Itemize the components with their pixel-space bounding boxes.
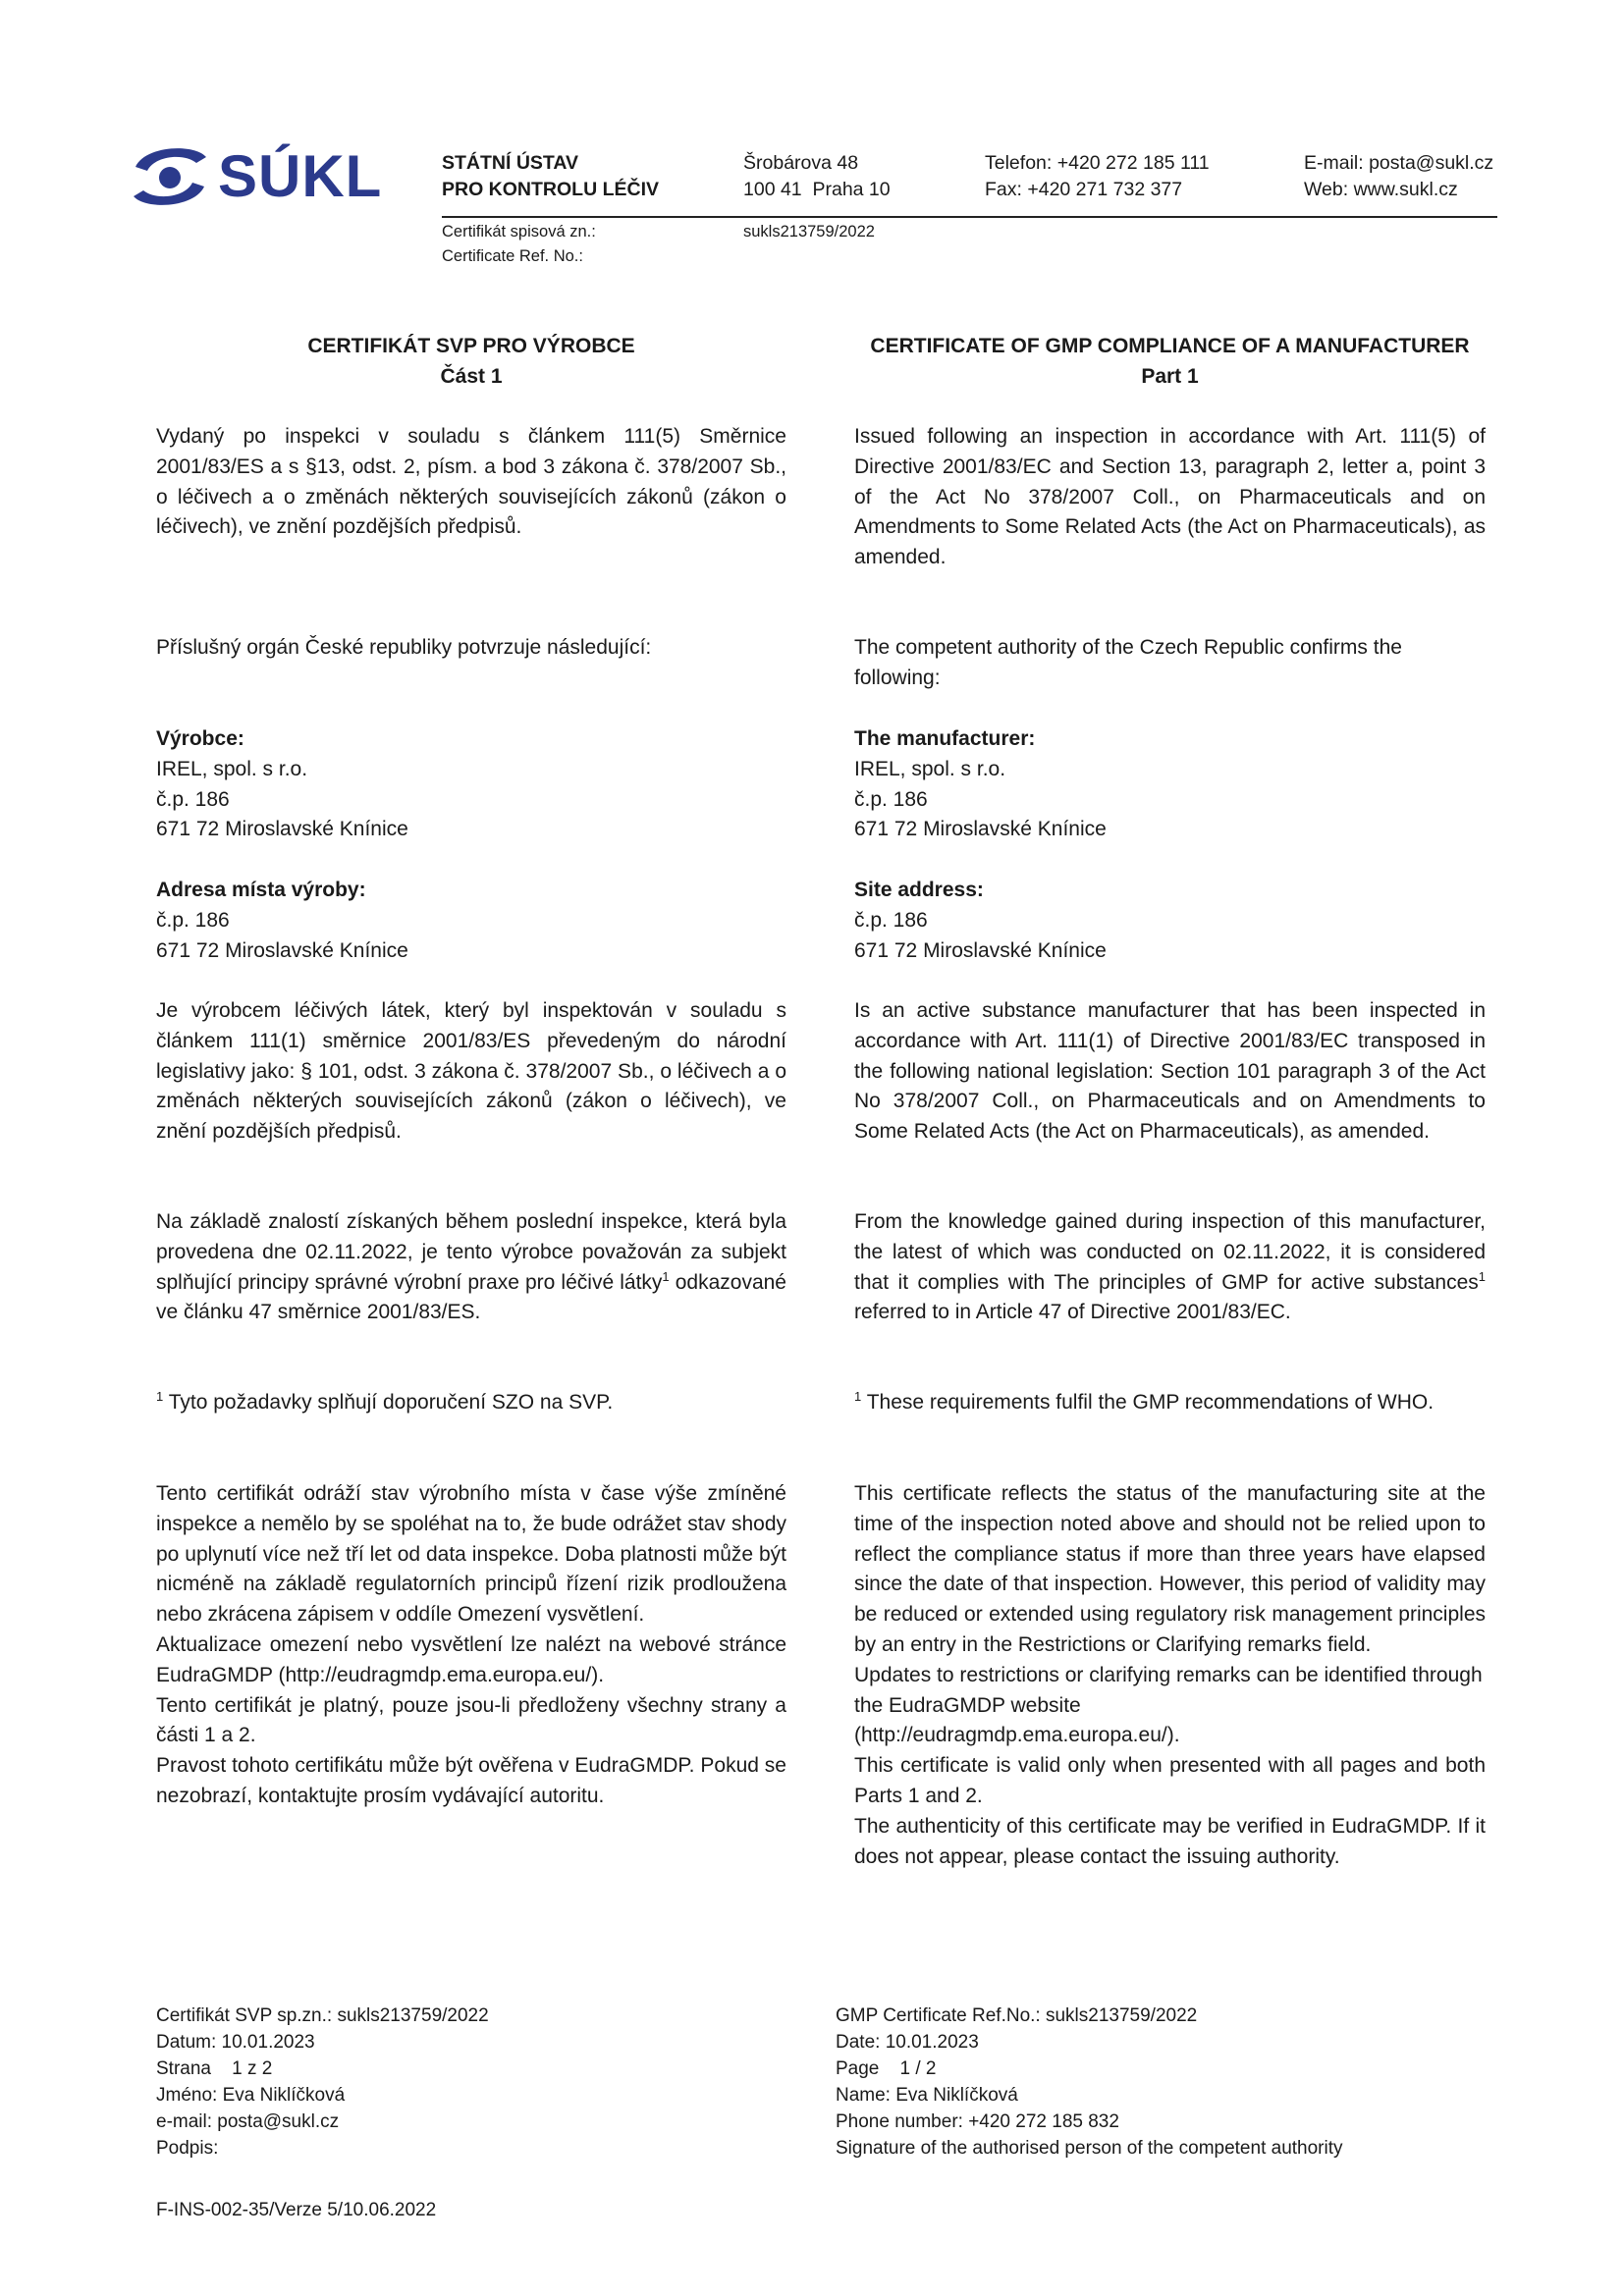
cz-manufacturer-label: Výrobce:	[156, 727, 244, 750]
en-status-p2a: Updates to restrictions or clarifying remarks can be identified through the EudraGMDP website	[854, 1663, 1483, 1717]
en-knowledge-text-a: From the knowledge gained during inspection of this manufacturer, the latest of which was conducted on 02.11.2022, it is considered that it complies with The principles of GMP for active substances	[854, 1210, 1486, 1294]
cz-manufacturer-paragraph: Je výrobcem léčivých látek, který byl inspektován v souladu s článkem 111(1) směrnice 2001/83/ES převedeným do národní legislativy jako: § 101, odst. 3 zákona č. 378/2007 Sb., o léčivech a o změnách některých souvisejících zákonů (zákon o léčivech), ve znění pozdějších předpisů.	[156, 999, 786, 1144]
en-issued-paragraph: Issued following an inspection in accordance with Art. 111(5) of Directive 2001/83/EC and Section 13, paragraph 2, letter a, point 3 of the Act No 378/2007 Coll., on Pharmaceuticals and on Amendments to Some Related Acts (the Act on Pharmaceuticals), as amended.	[854, 425, 1486, 569]
sukl-logo-icon	[126, 141, 214, 212]
cz-status-p4: Pravost tohoto certifikátu může být ověřena v EudraGMDP. Pokud se nezobrazí, kontaktujte prosím vydávající autoritu.	[156, 1754, 786, 1807]
cz-issued-paragraph: Vydaný po inspekci v souladu s článkem 111(5) Směrnice 2001/83/ES a s §13, odst. 2, písm. a bod 3 zákona č. 378/2007 Sb., o léčivech a o změnách některých souvisejících zákonů (zákon o léčivech), ve znění pozdějších předpisů.	[156, 425, 786, 539]
footer-en-name: Name: Eva Niklíčková	[836, 2085, 1018, 2106]
fax-number: Fax: +420 271 732 377	[985, 179, 1183, 200]
email-address: E-mail: posta@sukl.cz	[1304, 152, 1494, 174]
en-knowledge-sup: 1	[1478, 1268, 1486, 1284]
cz-knowledge-text-b: odkazované ve článku 47 směrnice 2001/83/ES.	[156, 1270, 786, 1324]
web-address: Web: www.sukl.cz	[1304, 179, 1458, 200]
ref-value: sukls213759/2022	[743, 223, 875, 240]
cz-status-p3: Tento certifikát je platný, pouze jsou-li předloženy všechny strany a části 1 a 2.	[156, 1693, 786, 1747]
cz-footnote-text: Tyto požadavky splňují doporučení SZO na SVP.	[163, 1391, 614, 1414]
footer-en-sign: Signature of the authorised person of the competent authority	[836, 2138, 1343, 2159]
cz-knowledge-paragraph	[156, 1207, 786, 1328]
cz-manufacturer-name: IREL, spol. s r.o.	[156, 757, 308, 780]
en-knowledge-paragraph	[854, 1207, 1486, 1328]
en-knowledge-text-b: referred to in Article 47 of Directive 2001/83/EC.	[854, 1301, 1291, 1324]
en-status-p1: This certificate reflects the status of the manufacturing site at the time of the inspection noted above and should not be relied upon to reflect the compliance status if more than three years have elapsed since the date of that inspection. However, this period of validity may be reduced or extended using regulatory risk management principles by an entry in the Restrictions or Clarifying remarks field.	[854, 1482, 1486, 1656]
footer-en	[836, 2002, 1343, 2162]
cz-knowledge-sup: 1	[662, 1268, 670, 1284]
footer-cz-ref: Certifikát SVP sp.zn.: sukls213759/2022	[156, 2005, 489, 2026]
cz-status-p1: Tento certifikát odráží stav výrobního místa v čase výše zmíněné inspekce a nemělo by se spoléhat na to, že bude odrážet stav shody po uplynutí více než tří let od data inspekce. Doba platnosti může být nicméně na základě regulatorních principů řízení rizik prodloužena nebo zkrácena zápisem v oddíle Omezení vysvětlení.	[156, 1482, 786, 1627]
title-en-line2: Part 1	[1141, 364, 1199, 388]
en-manufacturer-label: The manufacturer:	[854, 727, 1036, 750]
footer-en-page: Page 1 / 2	[836, 2058, 937, 2079]
address-line1: Šrobárova 48	[743, 152, 859, 174]
footer-cz-sign: Podpis:	[156, 2138, 219, 2159]
cz-site-label: Adresa místa výroby:	[156, 879, 366, 901]
cz-site-line1: č.p. 186	[156, 908, 230, 932]
en-manufacturer-line2: č.p. 186	[854, 787, 928, 811]
en-site-block	[854, 876, 1486, 966]
en-manufacturer-line3: 671 72 Miroslavské Knínice	[854, 818, 1107, 841]
title-en-line1: CERTIFICATE OF GMP COMPLIANCE OF A MANUFACTURER	[870, 335, 1470, 357]
title-cz-line2: Část 1	[440, 364, 503, 388]
header-divider	[442, 216, 1497, 218]
cz-authority-statement: Příslušný orgán České republiky potvrzuje následující:	[156, 636, 652, 659]
org-address	[743, 150, 891, 203]
org-line1: STÁTNÍ ÚSTAV	[442, 152, 579, 174]
en-status-block	[854, 1479, 1486, 1872]
footer-cz-page: Strana 1 z 2	[156, 2058, 273, 2079]
ref-labels	[442, 220, 596, 269]
sukl-logo-text: SÚKL	[218, 143, 383, 209]
footer-cz	[156, 2002, 489, 2162]
org-line2: PRO KONTROLU LÉČIV	[442, 179, 660, 200]
footer-cz-email: e-mail: posta@sukl.cz	[156, 2111, 340, 2132]
en-footnote	[854, 1388, 1486, 1418]
en-site-line2: 671 72 Miroslavské Knínice	[854, 938, 1107, 962]
form-id: F-INS-002-35/Verze 5/10.06.2022	[156, 2200, 437, 2220]
phone-number: Telefon: +420 272 185 111	[985, 152, 1210, 174]
cz-manufacturer-line3: 671 72 Miroslavské Knínice	[156, 818, 408, 841]
title-cz	[156, 332, 786, 393]
cz-manufacturer-block	[156, 724, 786, 845]
en-status-p3: This certificate is valid only when presented with all pages and both Parts 1 and 2.	[854, 1754, 1486, 1807]
cz-knowledge-text-a: Na základě znalostí získaných během poslední inspekce, která byla provedena dne 02.11.2022, je tento výrobce považován za subjekt splňující principy správné výrobní praxe pro léčivé látky	[156, 1210, 786, 1294]
en-manufacturer-block	[854, 724, 1486, 845]
footer-en-date: Date: 10.01.2023	[836, 2032, 979, 2053]
en-footnote-sup: 1	[854, 1389, 862, 1404]
en-manufacturer-name: IREL, spol. s r.o.	[854, 757, 1006, 780]
ref-label-en: Certificate Ref. No.:	[442, 247, 583, 265]
footer-en-phone: Phone number: +420 272 185 832	[836, 2111, 1119, 2132]
en-site-line1: č.p. 186	[854, 908, 928, 932]
en-status-p2b: (http://eudragmdp.ema.europa.eu/).	[854, 1724, 1180, 1747]
footer-cz-date: Datum: 10.01.2023	[156, 2032, 315, 2053]
en-authority-statement: The competent authority of the Czech Republic confirms the following:	[854, 636, 1402, 689]
cz-manufacturer-line2: č.p. 186	[156, 787, 230, 811]
cz-footnote-sup: 1	[156, 1389, 164, 1404]
en-footnote-text: These requirements fulfil the GMP recommendations of WHO.	[861, 1391, 1435, 1414]
cz-status-p2: Aktualizace omezení nebo vysvětlení lze nalézt na webové stránce EudraGMDP (http://eudragmdp.ema.europa.eu/).	[156, 1632, 786, 1686]
org-online	[1304, 150, 1493, 203]
cz-site-line2: 671 72 Miroslavské Knínice	[156, 938, 408, 962]
cz-status-block	[156, 1479, 786, 1812]
cz-footnote	[156, 1388, 786, 1418]
title-cz-line1: CERTIFIKÁT SVP PRO VÝROBCE	[307, 335, 635, 357]
address-line2: 100 41 Praha 10	[743, 179, 891, 200]
en-manufacturer-paragraph: Is an active substance manufacturer that has been inspected in accordance with Art. 111(1) of Directive 2001/83/EC transposed in the following national legislation: Section 101 paragraph 3 of the Act No 378/2007 Coll., on Pharmaceuticals and on Amendments to Some Related Acts (the Act on Pharmaceuticals), as amended.	[854, 999, 1486, 1144]
footer-en-ref: GMP Certificate Ref.No.: sukls213759/2022	[836, 2005, 1198, 2026]
ref-label-cz: Certifikát spisová zn.:	[442, 223, 596, 240]
en-status-p4: The authenticity of this certificate may be verified in EudraGMDP. If it does not appear, please contact the issuing authority.	[854, 1814, 1486, 1868]
org-name	[442, 150, 659, 203]
en-site-label: Site address:	[854, 879, 984, 901]
org-contacts	[985, 150, 1210, 203]
cz-site-block	[156, 876, 786, 966]
title-en	[854, 332, 1486, 393]
footer-cz-name: Jméno: Eva Niklíčková	[156, 2085, 346, 2106]
